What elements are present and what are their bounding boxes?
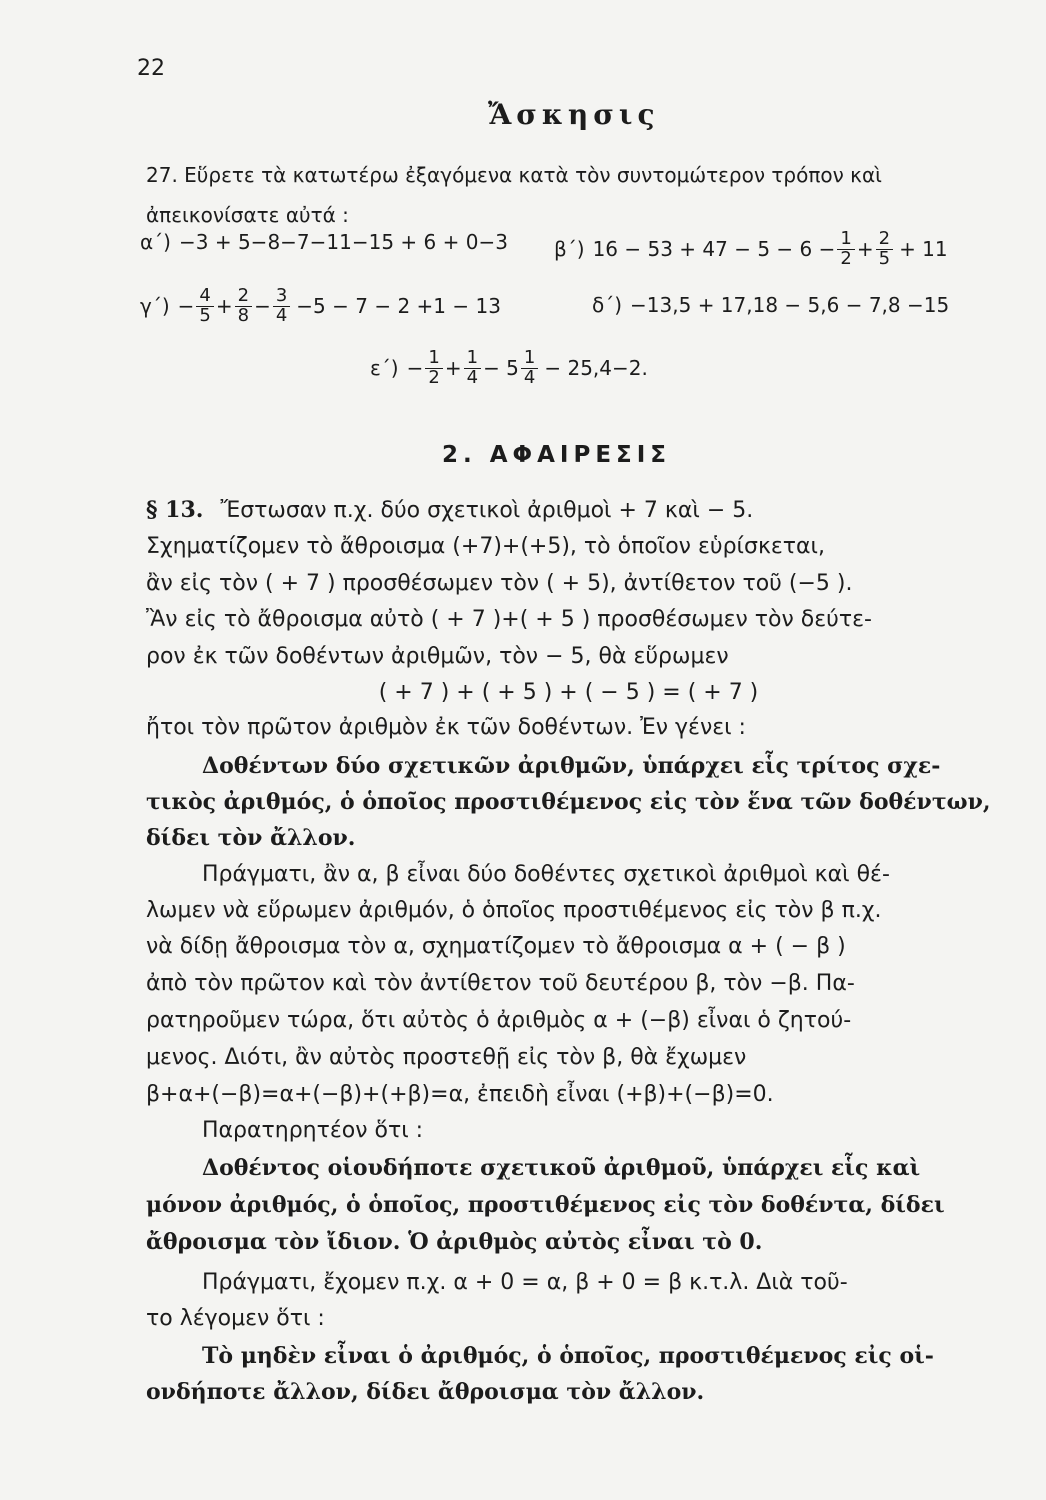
part-label: ε΄) <box>370 356 399 381</box>
paragraph-line: Ἂν εἰς τὸ ἄθροισμα αὐτὸ ( + 7 )+( + 5 ) προσθέσωμεν τὸν δεύτε- <box>146 607 872 632</box>
rule-statement-line: ἄθροισμα τὸν ἴδιον. Ὁ ἀριθμὸς αὐτὸς εἶναι τὸ 0. <box>146 1229 763 1255</box>
denominator: 2 <box>425 368 442 388</box>
section-number: § 13. <box>146 497 204 523</box>
page-number: 22 <box>137 56 165 81</box>
part-label: α΄) <box>140 230 171 254</box>
numerator: 2 <box>878 228 891 249</box>
numerator: 1 <box>466 347 479 368</box>
paragraph-line: ἤτοι τὸν πρῶτον ἀριθμὸν ἐκ τῶν δοθέντων. Ἐν γένει : <box>146 715 746 740</box>
paragraph-line: νὰ δίδῃ ἄθροισμα τὸν α, σχηματίζομεν τὸ ἄθροισμα α + ( − β ) <box>146 934 846 959</box>
expression: − 25,4−2. <box>544 356 648 381</box>
denominator: 5 <box>876 249 893 269</box>
fraction <box>235 287 252 326</box>
numerator: 4 <box>199 285 211 306</box>
paragraph-line: Πράγματι, ἔχομεν π.χ. α + 0 = α, β + 0 = β κ.τ.λ. Διὰ τοῦ- <box>202 1270 848 1295</box>
paragraph-line: μενος. Διότι, ἂν αὐτὸς προστεθῇ εἰς τὸν β, θὰ ἔχωμεν <box>146 1045 747 1070</box>
denominator: 4 <box>521 368 538 388</box>
exercises-heading: Ἄσκησις <box>488 98 660 131</box>
exercise-27-intro: 27. Εὕρετε τὰ κατωτέρω ἐξαγόμενα κατὰ τὸν συντομώτερον τρόπον καὶ <box>146 163 882 187</box>
exercise-27-intro-continued: ἀπεικονίσατε αὐτά : <box>146 203 349 227</box>
expression: −13,5 + 17,18 − 5,6 − 7,8 −15 <box>630 293 950 317</box>
denominator: 5 <box>196 306 213 326</box>
numerator: 1 <box>428 347 440 368</box>
expression: −5 − 7 − 2 +1 − 13 <box>296 294 501 319</box>
rule-statement-line: ονδήποτε ἄλλον, δίδει ἄθροισμα τὸν ἄλλον. <box>146 1379 705 1405</box>
numerator: 3 <box>275 285 288 306</box>
rule-statement-line: Δοθέντων δύο σχετικῶν ἀριθμῶν, ὑπάρχει εἷς τρίτος σχε- <box>202 753 941 779</box>
numerator: 1 <box>840 228 852 249</box>
denominator: 2 <box>837 249 854 269</box>
fraction <box>196 287 213 326</box>
fraction <box>876 230 893 269</box>
expression: −3 + 5−8−7−11−15 + 6 + 0−3 <box>179 230 508 254</box>
part-label: γ΄) <box>140 294 170 319</box>
rule-statement-line: τικὸς ἀριθμός, ὁ ὁποῖος προστιθέμενος εἰς τὸν ἕνα τῶν δοθέντων, <box>146 789 991 815</box>
denominator: 4 <box>273 306 290 326</box>
section-heading: 2. ΑΦΑΙΡΕΣΙΣ <box>442 442 672 468</box>
operator: + <box>215 294 233 319</box>
fraction <box>837 230 854 269</box>
operator: + <box>856 237 874 262</box>
fraction <box>273 287 290 326</box>
operator: − <box>406 356 424 381</box>
part-label: δ΄) <box>592 293 623 317</box>
rule-statement-line: μόνον ἀριθμός, ὁ ὁποῖος, προστιθέμενος εἰς τὸν δοθέντα, δίδει <box>146 1192 945 1218</box>
denominator: 4 <box>464 368 481 388</box>
numerator: 2 <box>237 285 250 306</box>
denominator: 8 <box>235 306 252 326</box>
line-text: Ἔστωσαν π.χ. δύο σχετικοὶ ἀριθμοὶ + 7 καὶ − 5. <box>220 498 754 523</box>
rule-statement-line: δίδει τὸν ἄλλον. <box>146 825 356 851</box>
fraction <box>425 349 442 388</box>
paragraph-line: Παρατηρητέον ὅτι : <box>202 1118 424 1143</box>
operator: − <box>254 294 271 319</box>
operator: + <box>444 356 462 381</box>
paragraph-line <box>146 497 991 523</box>
paragraph-line: λωμεν νὰ εὕρωμεν ἀριθμόν, ὁ ὁποῖος προστιθέμενος εἰς τὸν β π.χ. <box>146 898 882 923</box>
fraction <box>464 349 481 388</box>
paragraph-line: Σχηματίζομεν τὸ ἄθροισμα (+7)+(+5), τὸ ὁποῖον εὑρίσκεται, <box>146 534 825 559</box>
paragraph-line: το λέγομεν ὅτι : <box>146 1306 325 1331</box>
rule-statement-line: Τὸ μηδὲν εἶναι ὁ ἀριθμός, ὁ ὁποῖος, προστιθέμενος εἰς οἱ- <box>202 1343 934 1369</box>
exercise-part-c <box>140 287 501 326</box>
rule-statement-line: Δοθέντος οἱουδήποτε σχετικοῦ ἀριθμοῦ, ὑπάρχει εἷς καὶ <box>202 1155 921 1181</box>
paragraph-line: ρον ἐκ τῶν δοθέντων ἀριθμῶν, τὸν − 5, θὰ εὕρωμεν <box>146 644 729 669</box>
exercise-part-b <box>554 230 948 269</box>
exercise-part-e <box>370 349 648 388</box>
operator: − 5 <box>483 356 519 381</box>
equation-line: β+α+(−β)=α+(−β)+(+β)=α, ἐπειδὴ εἶναι (+β)+(−β)=0. <box>146 1082 774 1107</box>
part-label: β΄) <box>554 237 585 262</box>
paragraph-line: Πράγματι, ἂν α, β εἶναι δύο δοθέντες σχετικοὶ ἀριθμοὶ καὶ θέ- <box>202 862 890 887</box>
paragraph-line: ἀπὸ τὸν πρῶτον καὶ τὸν ἀντίθετον τοῦ δευτέρου β, τὸν −β. Πα- <box>146 971 855 996</box>
paragraph-line: ἂν εἰς τὸν ( + 7 ) προσθέσωμεν τὸν ( + 5), ἀντίθετον τοῦ (−5 ). <box>146 571 853 596</box>
expression: 16 − 53 + 47 − 5 − 6 − <box>592 237 836 262</box>
operator: − <box>177 294 195 319</box>
paragraph-line: ρατηροῦμεν τώρα, ὅτι αὐτὸς ὁ ἀριθμὸς α + (−β) εἶναι ὁ ζητού- <box>146 1008 852 1033</box>
expression: + 11 <box>899 237 948 262</box>
exercise-part-a <box>140 230 508 254</box>
fraction <box>521 349 538 388</box>
equation-line: ( + 7 ) + ( + 5 ) + ( − 5 ) = ( + 7 ) <box>378 680 759 705</box>
numerator: 1 <box>523 347 536 368</box>
exercise-part-d <box>592 293 949 317</box>
